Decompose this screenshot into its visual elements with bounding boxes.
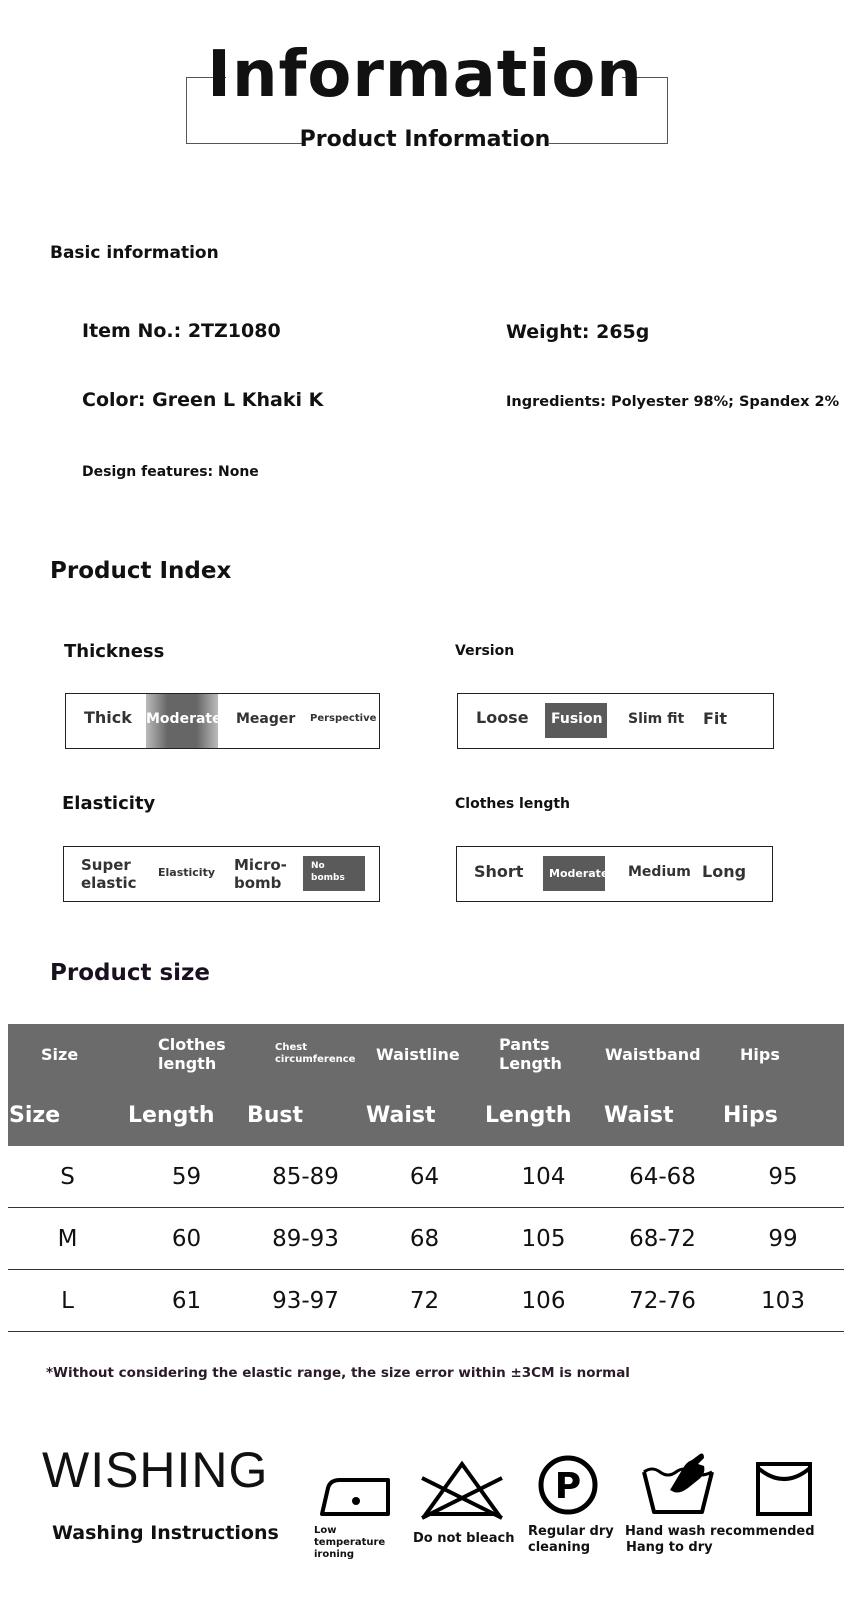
wash-label-dry-clean: Regular dry cleaning	[528, 1524, 614, 1555]
weight: Weight: 265g	[506, 321, 650, 343]
table-cell: 59	[127, 1146, 246, 1208]
table-cell: 89-93	[246, 1208, 365, 1270]
col-header-waistband: Waistband	[603, 1024, 722, 1084]
table-cell: S	[8, 1146, 127, 1208]
version-selector	[457, 693, 774, 749]
thickness-option-thick: Thick	[84, 708, 132, 727]
table-cell: 105	[484, 1208, 603, 1270]
color: Color: Green L Khaki K	[82, 389, 324, 411]
elasticity-option-super-elastic: Super elastic	[81, 856, 137, 892]
table-cell: 64-68	[603, 1146, 722, 1208]
col-header-pants-length: Pants Length	[484, 1024, 603, 1084]
col-header-hips: Hips	[722, 1024, 844, 1084]
elasticity-option-elasticity: Elasticity	[158, 866, 216, 879]
col-subheader-bust: Bust	[246, 1084, 365, 1146]
thickness-option-perspective: Perspective	[310, 713, 377, 724]
page-subtitle: Product Information	[299, 127, 551, 152]
table-cell: 106	[484, 1270, 603, 1332]
length-option-short: Short	[474, 862, 524, 881]
thickness-label: Thickness	[64, 641, 165, 662]
table-cell: 68	[365, 1208, 484, 1270]
version-option-slim-fit: Slim fit	[628, 711, 685, 727]
clothes-length-label: Clothes length	[455, 796, 570, 812]
table-cell: 72-76	[603, 1270, 722, 1332]
clothes-length-selector	[456, 846, 773, 902]
washing-subtitle: Washing Instructions	[52, 1522, 279, 1544]
wash-label-hand-wash: Hand wash recommended	[625, 1524, 815, 1539]
col-subheader-waist: Waist	[365, 1084, 484, 1146]
table-row	[8, 1270, 844, 1332]
size-table-header-short	[8, 1084, 844, 1146]
table-cell: 85-89	[246, 1146, 365, 1208]
thickness-selector	[65, 693, 380, 749]
version-label: Version	[455, 643, 515, 659]
basic-info-heading: Basic information	[50, 243, 219, 263]
table-cell: 61	[127, 1270, 246, 1332]
wash-label-iron: Low temperature ironing	[314, 1525, 386, 1560]
col-subheader-size: Size	[8, 1084, 127, 1146]
table-cell: 95	[722, 1146, 844, 1208]
wash-label-hang-dry: Hang to dry	[626, 1540, 713, 1555]
col-subheader-waistband: Waist	[603, 1084, 722, 1146]
do-not-bleach-icon	[418, 1458, 506, 1522]
version-option-fit: Fit	[703, 709, 728, 728]
table-row	[8, 1208, 844, 1270]
thickness-option-meager: Meager	[236, 711, 296, 727]
svg-text:P: P	[554, 1466, 582, 1507]
table-cell: 72	[365, 1270, 484, 1332]
elasticity-label: Elasticity	[62, 793, 156, 814]
table-cell: 99	[722, 1208, 844, 1270]
col-header-clothes-length: Clothes length	[127, 1024, 246, 1084]
table-cell: 68-72	[603, 1208, 722, 1270]
table-cell: 64	[365, 1146, 484, 1208]
elasticity-selector	[63, 846, 380, 902]
design-features: Design features: None	[82, 464, 259, 480]
size-table	[8, 1024, 844, 1332]
table-cell: 103	[722, 1270, 844, 1332]
table-cell: 93-97	[246, 1270, 365, 1332]
ingredients: Ingredients: Polyester 98%; Spandex 2%	[506, 394, 840, 410]
table-row	[8, 1146, 844, 1208]
size-error-note: *Without considering the elastic range, the size error within ±3CM is normal	[46, 1365, 630, 1381]
dry-clean-p-icon	[536, 1453, 600, 1517]
iron-low-temp-icon	[318, 1470, 396, 1522]
col-header-chest: Chest circumference	[246, 1024, 365, 1084]
col-header-size: Size	[8, 1024, 127, 1084]
elasticity-option-micro-bomb: Micro-bomb	[234, 856, 287, 892]
table-cell: M	[8, 1208, 127, 1270]
col-subheader-hips: Hips	[722, 1084, 844, 1146]
table-cell: 60	[127, 1208, 246, 1270]
hand-wash-icon	[640, 1450, 716, 1518]
table-cell: L	[8, 1270, 127, 1332]
item-number: Item No.: 2TZ1080	[82, 320, 281, 342]
hang-dry-icon	[754, 1460, 814, 1518]
col-header-waistline: Waistline	[365, 1024, 484, 1084]
washing-title: WISHING	[42, 1442, 269, 1498]
thickness-option-moderate: Moderate	[146, 711, 222, 727]
col-subheader-pants-length: Length	[484, 1084, 603, 1146]
length-option-long: Long	[702, 862, 747, 881]
version-option-loose: Loose	[476, 708, 529, 727]
version-option-fusion: Fusion	[551, 711, 603, 727]
length-option-moderate: Moderate	[549, 867, 609, 880]
elasticity-option-no-bombs: No bombs	[311, 861, 345, 883]
table-cell: 104	[484, 1146, 603, 1208]
length-option-medium: Medium	[628, 864, 691, 880]
page-title: Information	[207, 38, 643, 112]
product-index-heading: Product Index	[50, 558, 232, 584]
col-subheader-length: Length	[127, 1084, 246, 1146]
product-size-heading: Product size	[50, 960, 211, 986]
size-table-header-en	[8, 1024, 844, 1084]
wash-label-bleach: Do not bleach	[413, 1531, 515, 1546]
